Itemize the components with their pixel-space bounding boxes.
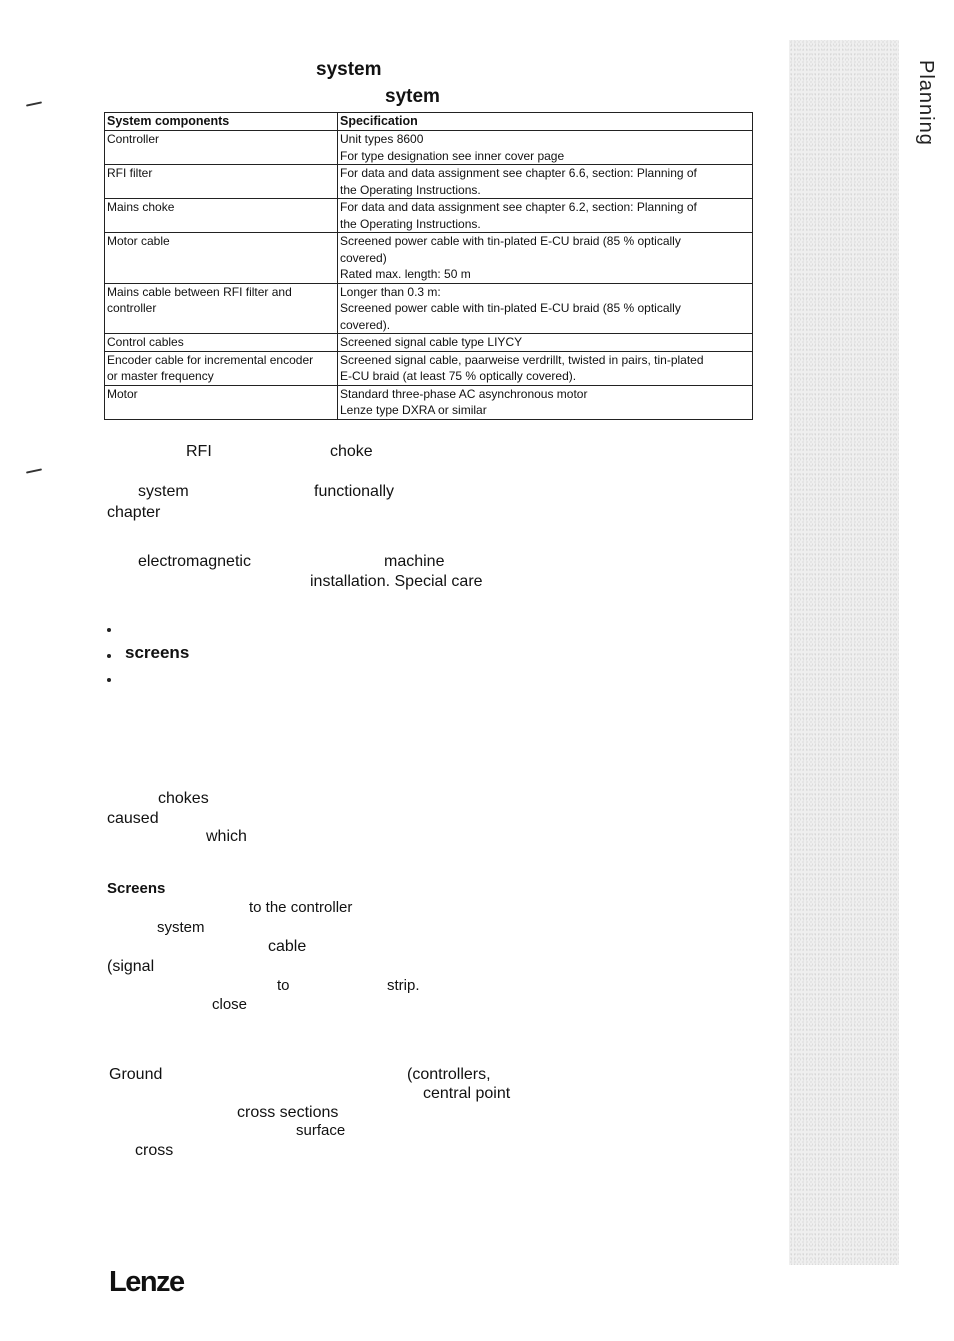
table-header-row bbox=[105, 113, 753, 131]
cell-component bbox=[105, 385, 338, 419]
text-machine: machine bbox=[384, 553, 445, 570]
cell-line: Screened power cable with tin-plated E-CU braid (85 % optically bbox=[340, 301, 681, 315]
cell-specification bbox=[338, 131, 753, 165]
text-system-2: system bbox=[157, 919, 205, 936]
text-choke: choke bbox=[330, 443, 373, 460]
table-row bbox=[105, 283, 753, 334]
cell-line: Rated max. length: 50 m bbox=[340, 267, 471, 281]
cell-specification bbox=[338, 233, 753, 284]
cell-line: Screened signal cable type LIYCY bbox=[340, 335, 523, 349]
cell-component bbox=[105, 283, 338, 334]
table-row bbox=[105, 385, 753, 419]
subheading-screens: Screens bbox=[107, 880, 166, 897]
text-strip: strip. bbox=[387, 977, 420, 994]
cell-line: Standard three-phase AC asynchronous motor bbox=[340, 386, 588, 401]
cell-line: covered) bbox=[340, 250, 387, 265]
cell-line: Mains choke bbox=[107, 200, 175, 214]
bullet-2 bbox=[107, 654, 111, 658]
table-row bbox=[105, 233, 753, 284]
text-controllers: (controllers, bbox=[407, 1066, 491, 1083]
text-cross: cross bbox=[135, 1142, 174, 1159]
heading-system: system bbox=[316, 59, 382, 80]
table-row bbox=[105, 199, 753, 233]
cell-component bbox=[105, 131, 338, 165]
text-rfi: RFI bbox=[186, 443, 212, 460]
cell-component bbox=[105, 351, 338, 385]
margin-mark-top bbox=[26, 101, 42, 106]
cell-component bbox=[105, 334, 338, 352]
cell-line: Mains cable between RFI filter and bbox=[107, 284, 292, 299]
cell-line: For data and data assignment see chapter 6.2, section: Planning of bbox=[340, 200, 697, 214]
cell-line: Unit types 8600 bbox=[340, 132, 424, 146]
text-ground: Ground bbox=[109, 1066, 163, 1083]
cell-component bbox=[105, 199, 338, 233]
table-row bbox=[105, 165, 753, 199]
table-row bbox=[105, 131, 753, 165]
cell-specification bbox=[338, 165, 753, 199]
text-central-point: central point bbox=[423, 1085, 511, 1102]
table-row bbox=[105, 351, 753, 385]
text-cross-sections: cross sections bbox=[237, 1104, 339, 1121]
cell-line: Motor bbox=[107, 386, 138, 401]
text-cable: cable bbox=[268, 938, 307, 955]
cell-specification bbox=[338, 385, 753, 419]
cell-line: Encoder cable for incremental encoder bbox=[107, 352, 314, 367]
cell-line: For type designation see inner cover page bbox=[340, 148, 565, 163]
cell-line: Screened signal cable, paarweise verdrillt, twisted in pairs, tin-plated bbox=[340, 352, 704, 367]
text-to: to bbox=[277, 977, 290, 994]
cell-line: covered). bbox=[340, 317, 391, 332]
cell-line: Controller bbox=[107, 132, 160, 146]
cell-line: or master frequency bbox=[107, 369, 214, 383]
cell-line: controller bbox=[107, 301, 157, 315]
bullet-1 bbox=[107, 628, 111, 632]
heading-sytem: sytem bbox=[385, 86, 440, 107]
text-functionally: functionally bbox=[314, 483, 395, 500]
cell-component bbox=[105, 165, 338, 199]
bullet-text-screens: screens bbox=[125, 643, 190, 662]
text-chokes: chokes bbox=[158, 790, 209, 807]
text-electromagnetic: electromagnetic bbox=[138, 553, 251, 570]
cell-component bbox=[105, 233, 338, 284]
cell-line: Motor cable bbox=[107, 234, 170, 248]
text-chapter: chapter bbox=[107, 504, 161, 521]
lenze-logo: Lenze bbox=[109, 1266, 184, 1298]
system-components-table bbox=[104, 112, 753, 420]
side-tab-band bbox=[789, 40, 899, 1265]
text-signal: (signal bbox=[107, 958, 155, 975]
cell-line: For data and data assignment see chapter 6.6, section: Planning of bbox=[340, 166, 697, 180]
cell-line: Lenze type DXRA or similar bbox=[340, 403, 487, 417]
table-row bbox=[105, 334, 753, 352]
text-surface: surface bbox=[296, 1122, 346, 1139]
cell-line: RFI filter bbox=[107, 166, 153, 180]
text-to-controller: to the controller bbox=[249, 899, 353, 916]
cell-line: Control cables bbox=[107, 335, 184, 349]
cell-specification bbox=[338, 283, 753, 334]
cell-line: the Operating Instructions. bbox=[340, 182, 481, 197]
cell-line: Screened power cable with tin-plated E-CU braid (85 % optically bbox=[340, 234, 681, 248]
cell-specification bbox=[338, 351, 753, 385]
column-header-components: System components bbox=[105, 113, 338, 131]
text-close: close bbox=[212, 996, 248, 1013]
cell-line: the Operating Instructions. bbox=[340, 216, 481, 231]
cell-specification bbox=[338, 199, 753, 233]
text-caused: caused bbox=[107, 810, 159, 827]
cell-specification bbox=[338, 334, 753, 352]
text-which: which bbox=[206, 828, 247, 845]
text-system: system bbox=[138, 483, 189, 500]
text-installation: installation. Special care bbox=[310, 573, 483, 590]
bullet-3 bbox=[107, 678, 111, 682]
cell-line: E-CU braid (at least 75 % optically covered). bbox=[340, 369, 577, 383]
margin-mark-bottom bbox=[26, 468, 42, 473]
cell-line: Longer than 0.3 m: bbox=[340, 284, 441, 299]
side-tab-label: Planning bbox=[915, 60, 937, 146]
column-header-specification: Specification bbox=[338, 113, 753, 131]
